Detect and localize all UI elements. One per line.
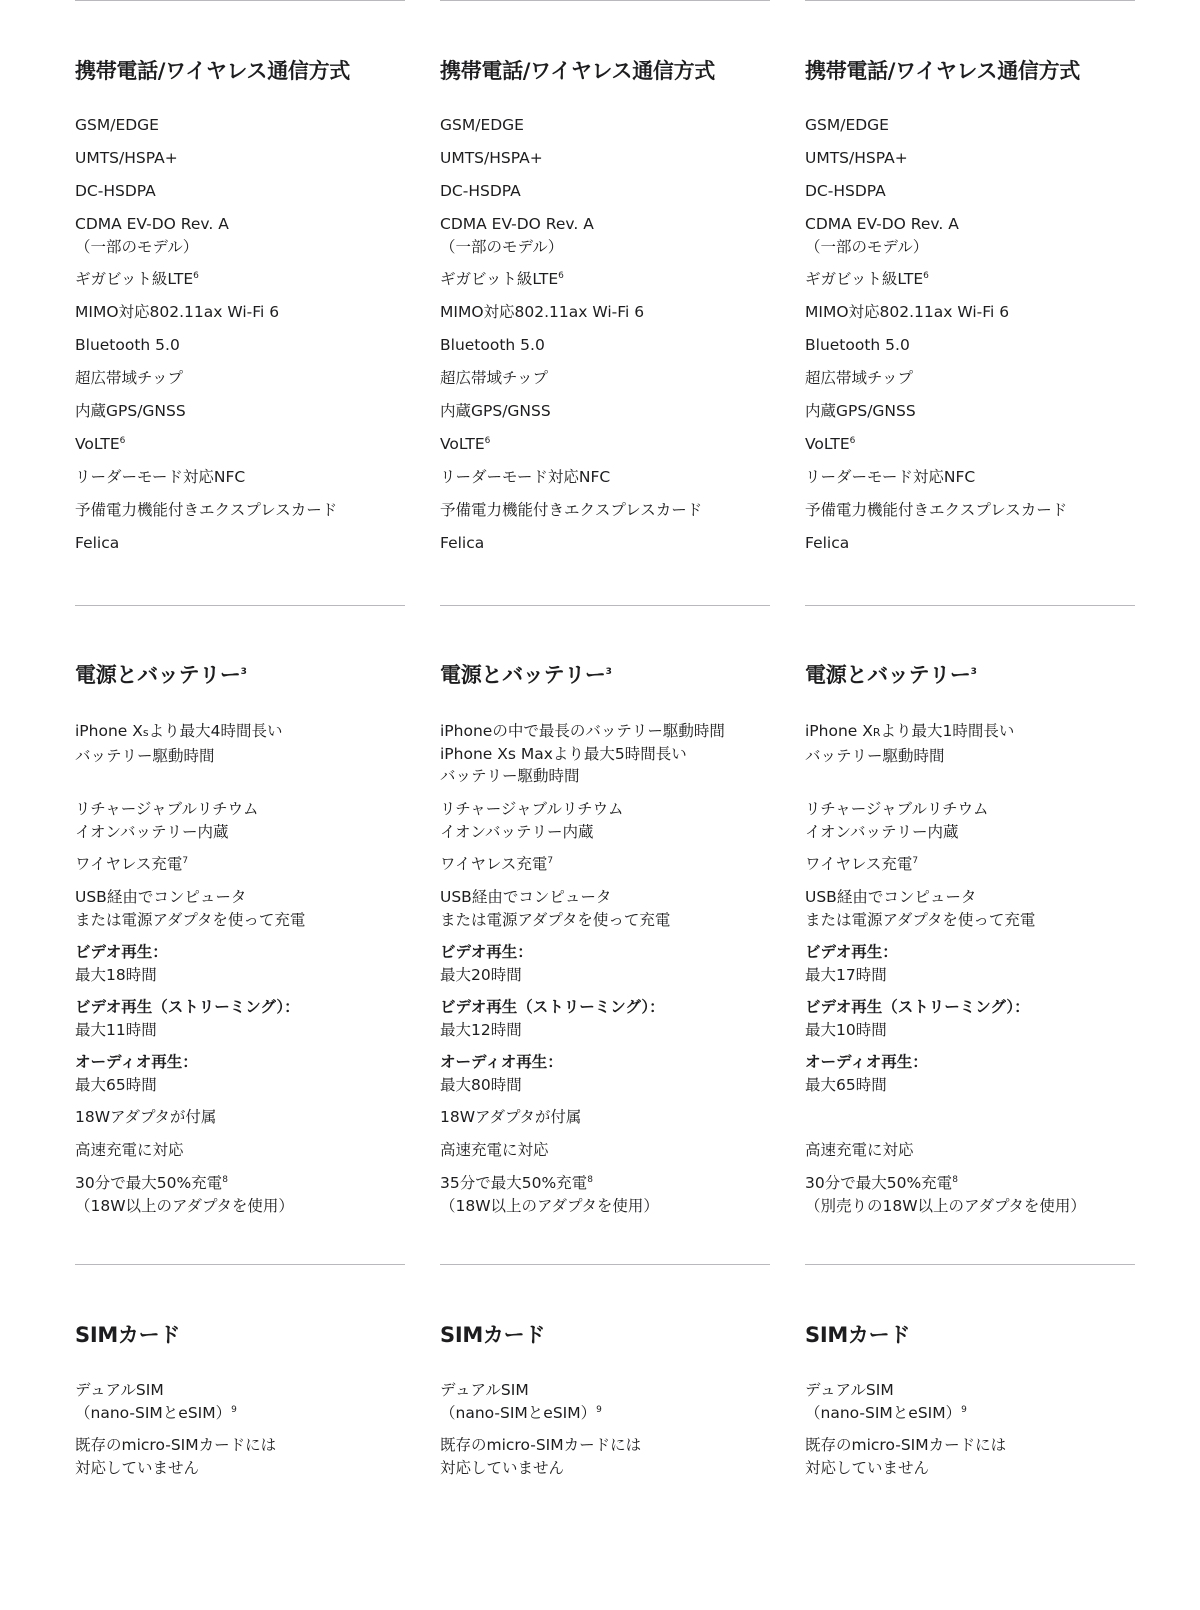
spec-item: VoLTE$^6$ bbox=[440, 435, 491, 453]
footnote-ref: 6 bbox=[193, 270, 199, 281]
video-playback: ビデオ再生： 最大18時間 bbox=[75, 943, 168, 984]
spec-item: ギガビット級LTE$^6$ bbox=[805, 270, 929, 288]
spec-item: 内蔵GPS/GNSS bbox=[75, 402, 186, 420]
spec-item: 予備電力機能付きエクスプレスカード bbox=[75, 501, 338, 519]
battery-heading: 電源とバッテリー$^3$ bbox=[75, 663, 247, 687]
spec-item: ギガビット級LTE$^6$ bbox=[440, 270, 564, 288]
fast-charge: 高速充電に対応 bbox=[75, 1141, 184, 1159]
spec-item: GSM/EDGE bbox=[75, 116, 159, 134]
section-divider bbox=[805, 605, 1135, 606]
spec-item: Bluetooth 5.0 bbox=[440, 336, 545, 354]
spec-item: UMTS/HSPA+ bbox=[440, 149, 543, 167]
streaming-playback: ビデオ再生（ストリーミング）： 最大10時間 bbox=[805, 998, 1030, 1039]
footnote-ref: 9 bbox=[596, 1404, 602, 1415]
footnote-ref: 9 bbox=[231, 1404, 237, 1415]
spec-item: DC-HSDPA bbox=[805, 182, 886, 200]
footnote-ref: 6 bbox=[558, 270, 564, 281]
fast-charge-detail: 35分で最大50%充電$^8$ （18W以上のアダプタを使用） bbox=[440, 1174, 659, 1215]
micro-sim-note: 既存のmicro-SIMカードには 対応していません bbox=[805, 1436, 1007, 1477]
fast-charge-detail: 30分で最大50%充電$^8$ （18W以上のアダプタを使用） bbox=[75, 1174, 294, 1215]
section-divider bbox=[75, 1264, 405, 1265]
usb-charging: USB経由でコンピュータ または電源アダプタを使って充電 bbox=[805, 888, 1036, 929]
fast-charge: 高速充電に対応 bbox=[440, 1141, 549, 1159]
spec-item: 超広帯域チップ bbox=[805, 369, 914, 387]
spec-item: MIMO対応802.11ax Wi-Fi 6 bbox=[440, 303, 645, 321]
included-adapter: 18Wアダプタが付属 bbox=[440, 1108, 582, 1126]
battery-compare: iPhone XRより最大1時間長い バッテリー駆動時間 bbox=[805, 722, 1015, 765]
micro-sim-note: 既存のmicro-SIMカードには 対応していません bbox=[75, 1436, 277, 1477]
footnote-ref: 6 bbox=[923, 270, 929, 281]
spec-item: UMTS/HSPA+ bbox=[75, 149, 178, 167]
dual-sim: デュアルSIM （nano-SIMとeSIM）$^9$ bbox=[805, 1381, 967, 1422]
footnote-ref: 7 bbox=[182, 855, 189, 866]
spec-item: ギガビット級LTE$^6$ bbox=[75, 270, 199, 288]
spec-item: CDMA EV-DO Rev. A （一部のモデル） bbox=[75, 215, 229, 256]
spec-item: CDMA EV-DO Rev. A （一部のモデル） bbox=[440, 215, 594, 256]
spec-item: 内蔵GPS/GNSS bbox=[805, 402, 916, 420]
footnote-ref: 8 bbox=[587, 1174, 593, 1185]
spec-item: CDMA EV-DO Rev. A （一部のモデル） bbox=[805, 215, 959, 256]
spec-item: Bluetooth 5.0 bbox=[805, 336, 910, 354]
spec-item: VoLTE$^6$ bbox=[805, 435, 856, 453]
spec-item: リーダーモード対応NFC bbox=[75, 468, 246, 486]
spec-item: 予備電力機能付きエクスプレスカード bbox=[805, 501, 1068, 519]
sim-heading: SIMカード bbox=[805, 1323, 911, 1347]
footnote-ref: 8 bbox=[952, 1174, 958, 1185]
fast-charge-detail: 30分で最大50%充電$^8$ （別売りの18W以上のアダプタを使用） bbox=[805, 1174, 1086, 1215]
fast-charge: 高速充電に対応 bbox=[805, 1141, 914, 1159]
included-adapter: 18Wアダプタが付属 bbox=[75, 1108, 217, 1126]
spec-item: Felica bbox=[440, 534, 485, 552]
spec-item: リーダーモード対応NFC bbox=[805, 468, 976, 486]
wireless-heading: 携帯電話/ワイヤレス通信方式 bbox=[440, 59, 715, 83]
sim-heading: SIMカード bbox=[440, 1323, 546, 1347]
wireless-charging: ワイヤレス充電$^7$ bbox=[75, 855, 189, 873]
section-divider bbox=[805, 0, 1135, 1]
footnote-ref: 6 bbox=[119, 435, 126, 446]
spec-item: 内蔵GPS/GNSS bbox=[440, 402, 551, 420]
battery-heading: 電源とバッテリー$^3$ bbox=[440, 663, 612, 687]
audio-playback: オーディオ再生： 最大65時間 bbox=[805, 1053, 928, 1094]
wireless-heading: 携帯電話/ワイヤレス通信方式 bbox=[75, 59, 350, 83]
spec-item: GSM/EDGE bbox=[440, 116, 524, 134]
footnote-ref: 9 bbox=[961, 1404, 967, 1415]
battery-type: リチャージャブルリチウム イオンバッテリー内蔵 bbox=[805, 800, 989, 841]
video-playback: ビデオ再生： 最大17時間 bbox=[805, 943, 898, 984]
dual-sim: デュアルSIM （nano-SIMとeSIM）$^9$ bbox=[75, 1381, 237, 1422]
battery-compare: iPhoneの中で最長のバッテリー駆動時間 iPhone Xs Maxより最大5時間長い バッテリー駆動時間 bbox=[440, 722, 725, 785]
footnote-ref: 7 bbox=[547, 855, 554, 866]
spec-item: リーダーモード対応NFC bbox=[440, 468, 611, 486]
spec-item: Felica bbox=[75, 534, 120, 552]
section-divider bbox=[440, 0, 770, 1]
section-divider bbox=[75, 0, 405, 1]
wireless-charging: ワイヤレス充電$^7$ bbox=[440, 855, 554, 873]
wireless-charging: ワイヤレス充電$^7$ bbox=[805, 855, 919, 873]
footnote-ref: 3 bbox=[970, 667, 977, 677]
spec-item: MIMO対応802.11ax Wi-Fi 6 bbox=[805, 303, 1010, 321]
battery-compare: iPhone Xsより最大4時間長い バッテリー駆動時間 bbox=[75, 722, 283, 765]
spec-item: 超広帯域チップ bbox=[440, 369, 549, 387]
spec-item: MIMO対応802.11ax Wi-Fi 6 bbox=[75, 303, 280, 321]
battery-type: リチャージャブルリチウム イオンバッテリー内蔵 bbox=[440, 800, 624, 841]
usb-charging: USB経由でコンピュータ または電源アダプタを使って充電 bbox=[75, 888, 306, 929]
footnote-ref: 3 bbox=[240, 667, 247, 677]
section-divider bbox=[75, 605, 405, 606]
battery-type: リチャージャブルリチウム イオンバッテリー内蔵 bbox=[75, 800, 259, 841]
footnote-ref: 3 bbox=[605, 667, 612, 677]
streaming-playback: ビデオ再生（ストリーミング）： 最大11時間 bbox=[75, 998, 300, 1039]
footnote-ref: 7 bbox=[912, 855, 919, 866]
audio-playback: オーディオ再生： 最大80時間 bbox=[440, 1053, 563, 1094]
dual-sim: デュアルSIM （nano-SIMとeSIM）$^9$ bbox=[440, 1381, 602, 1422]
spec-item: 予備電力機能付きエクスプレスカード bbox=[440, 501, 703, 519]
section-divider bbox=[805, 1264, 1135, 1265]
video-playback: ビデオ再生： 最大20時間 bbox=[440, 943, 533, 984]
micro-sim-note: 既存のmicro-SIMカードには 対応していません bbox=[440, 1436, 642, 1477]
spec-item: GSM/EDGE bbox=[805, 116, 889, 134]
footnote-ref: 8 bbox=[222, 1174, 228, 1185]
spec-item: 超広帯域チップ bbox=[75, 369, 184, 387]
audio-playback: オーディオ再生： 最大65時間 bbox=[75, 1053, 198, 1094]
spec-item: Bluetooth 5.0 bbox=[75, 336, 180, 354]
usb-charging: USB経由でコンピュータ または電源アダプタを使って充電 bbox=[440, 888, 671, 929]
footnote-ref: 6 bbox=[849, 435, 856, 446]
sim-heading: SIMカード bbox=[75, 1323, 181, 1347]
spec-item: VoLTE$^6$ bbox=[75, 435, 126, 453]
wireless-heading: 携帯電話/ワイヤレス通信方式 bbox=[805, 59, 1080, 83]
spec-item: DC-HSDPA bbox=[440, 182, 521, 200]
spec-item: Felica bbox=[805, 534, 850, 552]
battery-heading: 電源とバッテリー$^3$ bbox=[805, 663, 977, 687]
footnote-ref: 6 bbox=[484, 435, 491, 446]
section-divider bbox=[440, 605, 770, 606]
section-divider bbox=[440, 1264, 770, 1265]
streaming-playback: ビデオ再生（ストリーミング）： 最大12時間 bbox=[440, 998, 665, 1039]
spec-item: DC-HSDPA bbox=[75, 182, 156, 200]
spec-item: UMTS/HSPA+ bbox=[805, 149, 908, 167]
